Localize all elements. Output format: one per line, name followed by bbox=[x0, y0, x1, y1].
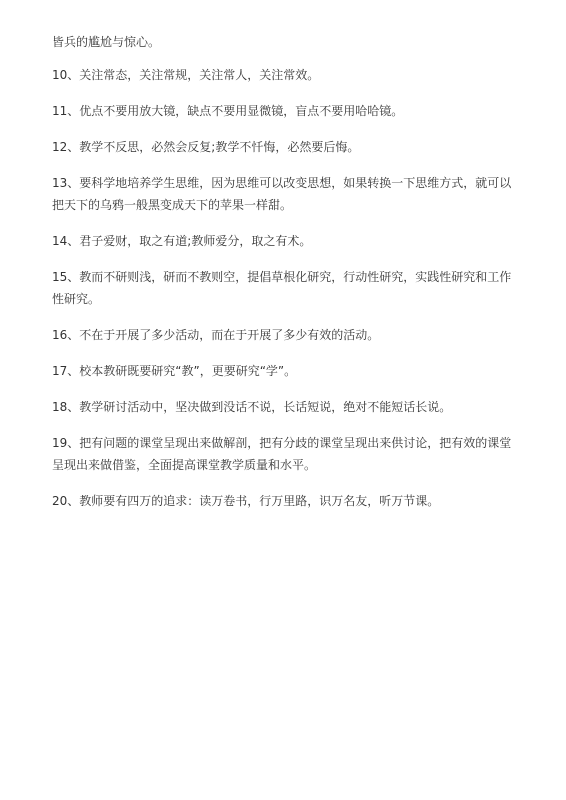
list-item: 20、教师要有四万的追求：读万卷书，行万里路，识万名友，听万节课。 bbox=[52, 494, 440, 508]
list-item: 15、教而不研则浅，研而不教则空，提倡草根化研究，行动性研究，实践性研究和工作性研究。 bbox=[52, 270, 512, 306]
list-item: 10、关注常态，关注常规，关注常人，关注常效。 bbox=[52, 68, 320, 82]
list-item: 18、教学研讨活动中，坚决做到没话不说，长话短说，绝对不能短话长说。 bbox=[52, 400, 452, 414]
list-item: 11、优点不要用放大镜，缺点不要用显微镜，盲点不要用哈哈镜。 bbox=[52, 104, 404, 118]
list-item: 13、要科学地培养学生思维，因为思维可以改变思想，如果转换一下思维方式，就可以把天下的乌鸦一般黑变成天下的苹果一样甜。 bbox=[52, 176, 512, 212]
list-item: 12、教学不反思，必然会反复;教学不忏悔，必然要后悔。 bbox=[52, 140, 360, 154]
document-body bbox=[52, 31, 520, 526]
list-item: 16、不在于开展了多少活动，而在于开展了多少有效的活动。 bbox=[52, 328, 380, 342]
list-item: 17、校本教研既要研究“教”，更要研究“学”。 bbox=[52, 364, 297, 378]
list-item: 14、君子爱财，取之有道;教师爱分，取之有术。 bbox=[52, 234, 312, 248]
list-item: 19、把有问题的课堂呈现出来做解剖，把有分歧的课堂呈现出来供讨论，把有效的课堂呈现出来做借鉴，全面提高课堂教学质量和水平。 bbox=[52, 436, 512, 472]
continued-paragraph: 皆兵的尴尬与惊心。 bbox=[52, 35, 161, 49]
